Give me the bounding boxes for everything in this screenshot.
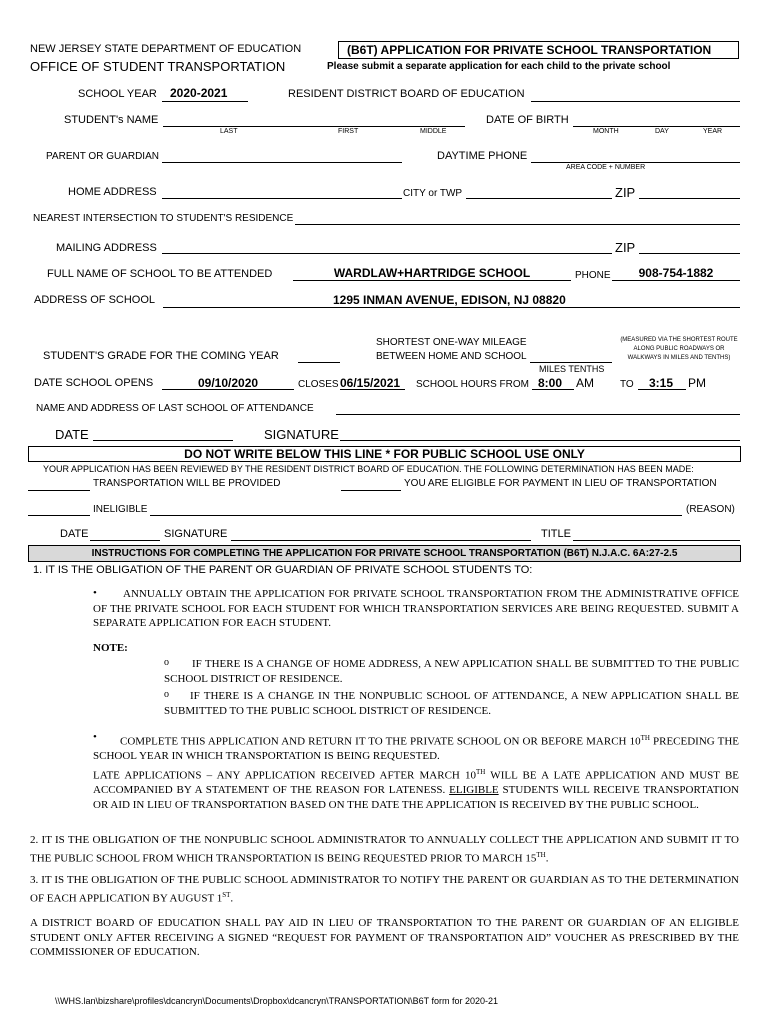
instruction-item-1: 1. IT IS THE OBLIGATION OF THE PARENT OR GUARDIAN OF PRIVATE SCHOOL STUDENTS TO: (33, 564, 533, 576)
closes-value[interactable]: 06/15/2021 (340, 376, 401, 390)
grade-label: STUDENT'S GRADE FOR THE COMING YEAR (43, 350, 279, 362)
zip-field[interactable] (639, 198, 740, 199)
student-name-field[interactable] (163, 126, 465, 127)
instruction-item-3: 3. IT IS THE OBLIGATION OF THE PUBLIC SCHOOL ADMINISTRATOR TO NOTIFY THE PARENT OR GUARDIAN AS TO THE DETERMINATION OF EACH APPLICATION BY AUGUST 1ST. (30, 874, 739, 905)
hours-from-value[interactable]: 8:00 (538, 376, 563, 390)
school-phone-value[interactable]: 908-754-1882 (638, 266, 714, 280)
to-label: TO (620, 379, 634, 390)
note-label: NOTE: (93, 642, 128, 654)
area-code-caption: AREA CODE + NUMBER (566, 164, 646, 171)
zip-label: ZIP (615, 185, 636, 200)
school-year-line[interactable] (162, 101, 248, 102)
note-item-1: IF THERE IS A CHANGE OF HOME ADDRESS, A NEW APPLICATION SHALL BE SUBMITTED TO THE PUBLIC SCHOOL DISTRICT OF RESIDENCE. (164, 658, 739, 685)
circle-bullet-icon: o (164, 657, 169, 668)
mailing-address-field[interactable] (162, 253, 612, 254)
mailing-zip-label: ZIP (615, 240, 636, 255)
bullet-icon: • (93, 587, 97, 599)
school-phone-label: PHONE (575, 270, 611, 281)
parent-label: PARENT OR GUARDIAN (46, 151, 159, 162)
bullet-icon: • (93, 731, 97, 743)
dob-label: DATE OF BIRTH (486, 114, 569, 126)
home-address-label: HOME ADDRESS (68, 186, 157, 198)
applicant-signature-label: SIGNATURE (264, 427, 339, 442)
daytime-phone-label: DAYTIME PHONE (437, 150, 528, 162)
form-title: (B6T) APPLICATION FOR PRIVATE SCHOOL TRANSPORTATION (347, 43, 712, 57)
form-subtitle: Please submit a separate application for each child to the private school (327, 61, 671, 72)
official-date-field[interactable] (90, 540, 160, 541)
resident-district-label: RESIDENT DISTRICT BOARD OF EDUCATION (288, 88, 525, 100)
school-phone-line[interactable] (612, 280, 740, 281)
school-name-line[interactable] (293, 280, 571, 281)
grade-field[interactable] (298, 362, 340, 363)
measured-note-3: WALKWAYS IN MILES AND TENTHS) (627, 355, 731, 361)
daytime-phone-field[interactable] (531, 162, 740, 163)
official-date-label: DATE (60, 528, 89, 540)
miles-tenths-caption: MILES TENTHS (539, 364, 605, 374)
late-applications-paragraph: LATE APPLICATIONS – ANY APPLICATION RECEIVED AFTER MARCH 10TH WILL BE A LATE APPLICATION AND MUST BE ACCOMPANIED BY A STATEMENT OF THE REASON FOR LATENESS. ELIGIBLE STUDENTS WILL RECEIVE TRANSPORTATION OR AID IN LIEU OF TRANSPORTATION BASED ON THE DATE THE APPLICATION IS RECEIVED BY THE PUBLIC SCHOOL. (93, 768, 739, 811)
mailing-zip-field[interactable] (639, 253, 740, 254)
measured-note-2: ALONG PUBLIC ROADWAYS OR (633, 346, 725, 352)
ineligible-reason-field[interactable] (150, 515, 682, 516)
last-school-label: NAME AND ADDRESS OF LAST SCHOOL OF ATTENDANCE (36, 403, 314, 414)
hours-to-value[interactable]: 3:15 (649, 376, 674, 390)
applicant-date-label: DATE (55, 427, 89, 442)
reason-label: (REASON) (686, 504, 735, 515)
hours-label: SCHOOL HOURS FROM (416, 379, 529, 390)
closes-label: CLOSES (298, 379, 339, 390)
instruction-bullet-2: COMPLETE THIS APPLICATION AND RETURN IT TO THE PRIVATE SCHOOL ON OR BEFORE MARCH 10TH PRECEDING THE SCHOOL YEAR IN WHICH TRANSPORTATION IS BEING REQUESTED. (93, 734, 739, 763)
date-opens-value[interactable]: 09/10/2020 (198, 376, 259, 390)
last-caption: LAST (220, 128, 238, 135)
day-caption: DAY (655, 128, 669, 135)
instructions-banner (28, 545, 741, 562)
parent-field[interactable] (162, 162, 402, 163)
pm-label: PM (688, 376, 706, 390)
official-use-banner-text: DO NOT WRITE BELOW THIS LINE * FOR PUBLIC SCHOOL USE ONLY (184, 447, 585, 461)
mileage-label-2: BETWEEN HOME AND SCHOOL (376, 351, 527, 362)
mileage-field[interactable] (530, 362, 612, 363)
reviewed-statement: YOUR APPLICATION HAS BEEN REVIEWED BY THE RESIDENT DISTRICT BOARD OF EDUCATION. THE FOLLOWING DETERMINATION HAS BEEN MADE: (43, 464, 694, 474)
applicant-signature-field[interactable] (340, 440, 740, 441)
date-opens-label: DATE SCHOOL OPENS (34, 377, 154, 389)
city-field[interactable] (466, 198, 612, 199)
official-title-field[interactable] (573, 540, 740, 541)
school-name-value[interactable]: WARDLAW+HARTRIDGE SCHOOL (333, 266, 531, 280)
official-use-banner (28, 446, 741, 462)
ineligible-checkbox-line[interactable] (28, 515, 90, 516)
measured-note-1: (MEASURED VIA THE SHORTEST ROUTE (620, 337, 738, 343)
note-item-2: IF THERE IS A CHANGE IN THE NONPUBLIC SCHOOL OF ATTENDANCE, A NEW APPLICATION SHALL BE SUBMITTED TO THE PUBLIC SCHOOL DISTRICT OF RESIDENCE. (164, 690, 739, 717)
middle-caption: MIDDLE (420, 128, 447, 135)
am-label: AM (576, 376, 594, 390)
school-year-label: SCHOOL YEAR (78, 88, 157, 100)
home-address-field[interactable] (162, 198, 402, 199)
instruction-item-2: 2. IT IS THE OBLIGATION OF THE NONPUBLIC SCHOOL ADMINISTRATOR TO ANNUALLY COLLECT THE APPLICATION AND SUBMIT IT TO THE PUBLIC SCHOOL FROM WHICH TRANSPORTATION IS BEING REQUESTED PRIOR TO MARCH 15TH. (30, 834, 739, 865)
closing-paragraph: A DISTRICT BOARD OF EDUCATION SHALL PAY AID IN LIEU OF TRANSPORTATION TO THE PARENT OR GUARDIAN OF AN ELIGIBLE STUDENT ONLY AFTER RECEIVING A SIGNED “REQUEST FOR PAYMENT OF TRANSPORTATION AID” VOUCHER AS PRESCRIBED BY THE COMMISSIONER OF EDUCATION. (30, 917, 739, 958)
school-address-line[interactable] (163, 307, 740, 308)
measured-note (604, 336, 754, 363)
intersection-field[interactable] (295, 224, 740, 225)
applicant-date-field[interactable] (93, 440, 233, 441)
official-signature-field[interactable] (231, 540, 531, 541)
provided-label: TRANSPORTATION WILL BE PROVIDED (93, 478, 281, 489)
intersection-label: NEAREST INTERSECTION TO STUDENT'S RESIDENCE (33, 213, 294, 224)
mileage-label-1: SHORTEST ONE-WAY MILEAGE (376, 337, 527, 348)
circle-bullet-icon: o (164, 689, 169, 700)
last-school-field[interactable] (336, 414, 740, 415)
dob-field[interactable] (573, 126, 740, 127)
official-signature-label: SIGNATURE (164, 528, 228, 540)
student-name-label: STUDENT's NAME (64, 114, 159, 126)
first-caption: FIRST (338, 128, 359, 135)
mailing-address-label: MAILING ADDRESS (56, 242, 157, 254)
official-title-label: TITLE (541, 528, 571, 540)
month-caption: MONTH (593, 128, 619, 135)
school-name-label: FULL NAME OF SCHOOL TO BE ATTENDED (47, 268, 273, 280)
form-title-box (338, 41, 739, 59)
footer-file-path: \\WHS.lan\bizshare\profiles\dcancryn\Documents\Dropbox\dcancryn\TRANSPORTATION\B6T form for 2020-21 (55, 996, 498, 1006)
resident-district-field[interactable] (531, 101, 740, 102)
office-name: OFFICE OF STUDENT TRANSPORTATION (30, 59, 286, 74)
instructions-banner-text: INSTRUCTIONS FOR COMPLETING THE APPLICATION FOR PRIVATE SCHOOL TRANSPORTATION (B6T) N.J.A.C. 6A:27-2.5 (91, 548, 678, 559)
instruction-bullet-1: ANNUALLY OBTAIN THE APPLICATION FOR PRIVATE SCHOOL TRANSPORTATION FROM THE ADMINISTRATIVE OFFICE OF THE PRIVATE SCHOOL FOR EACH STUDENT FOR WHICH TRANSPORTATION SERVICES ARE BEING REQUESTED. SUBMIT A SEPARATE APPLICATION FOR EACH STUDENT. (93, 588, 739, 629)
school-year-value[interactable]: 2020-2021 (170, 86, 228, 100)
department-name: NEW JERSEY STATE DEPARTMENT OF EDUCATION (30, 43, 302, 55)
eligible-payment-checkbox-line[interactable] (341, 490, 401, 491)
school-address-value[interactable]: 1295 INMAN AVENUE, EDISON, NJ 08820 (333, 293, 566, 307)
ineligible-label: INELIGIBLE (93, 504, 148, 515)
year-caption: YEAR (703, 128, 723, 135)
provided-checkbox-line[interactable] (28, 490, 90, 491)
city-label: CITY or TWP (403, 188, 463, 199)
school-address-label: ADDRESS OF SCHOOL (34, 294, 156, 306)
eligible-payment-label: YOU ARE ELIGIBLE FOR PAYMENT IN LIEU OF TRANSPORTATION (404, 478, 717, 489)
